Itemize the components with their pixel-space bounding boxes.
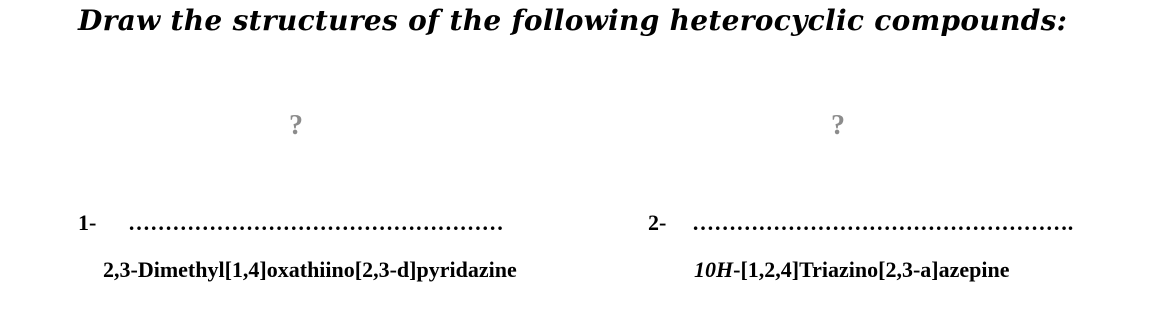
- instruction-heading: Draw the structures of the following heterocyclic compounds:: [78, 4, 1068, 37]
- compound-name-2: [694, 259, 1010, 281]
- item-number-1: 1-: [78, 210, 97, 235]
- compound-name-2-prefix: 10H: [694, 257, 734, 282]
- answer-blank-2: …………………………………………….: [692, 212, 1074, 234]
- compound-name-2-main: -[1,2,4]Triazino[2,3-a]azepine: [733, 257, 1010, 282]
- item-number-2: 2-: [648, 210, 667, 235]
- answer-blank-1: ……………………………………………: [128, 212, 504, 234]
- compound-name-1: [103, 259, 517, 281]
- compound-name-1-main: 2,3-Dimethyl[1,4]oxathiino[2,3-d]pyridazine: [103, 257, 517, 282]
- structure-placeholder-1: ?: [289, 110, 303, 141]
- structure-placeholder-2: ?: [831, 110, 845, 141]
